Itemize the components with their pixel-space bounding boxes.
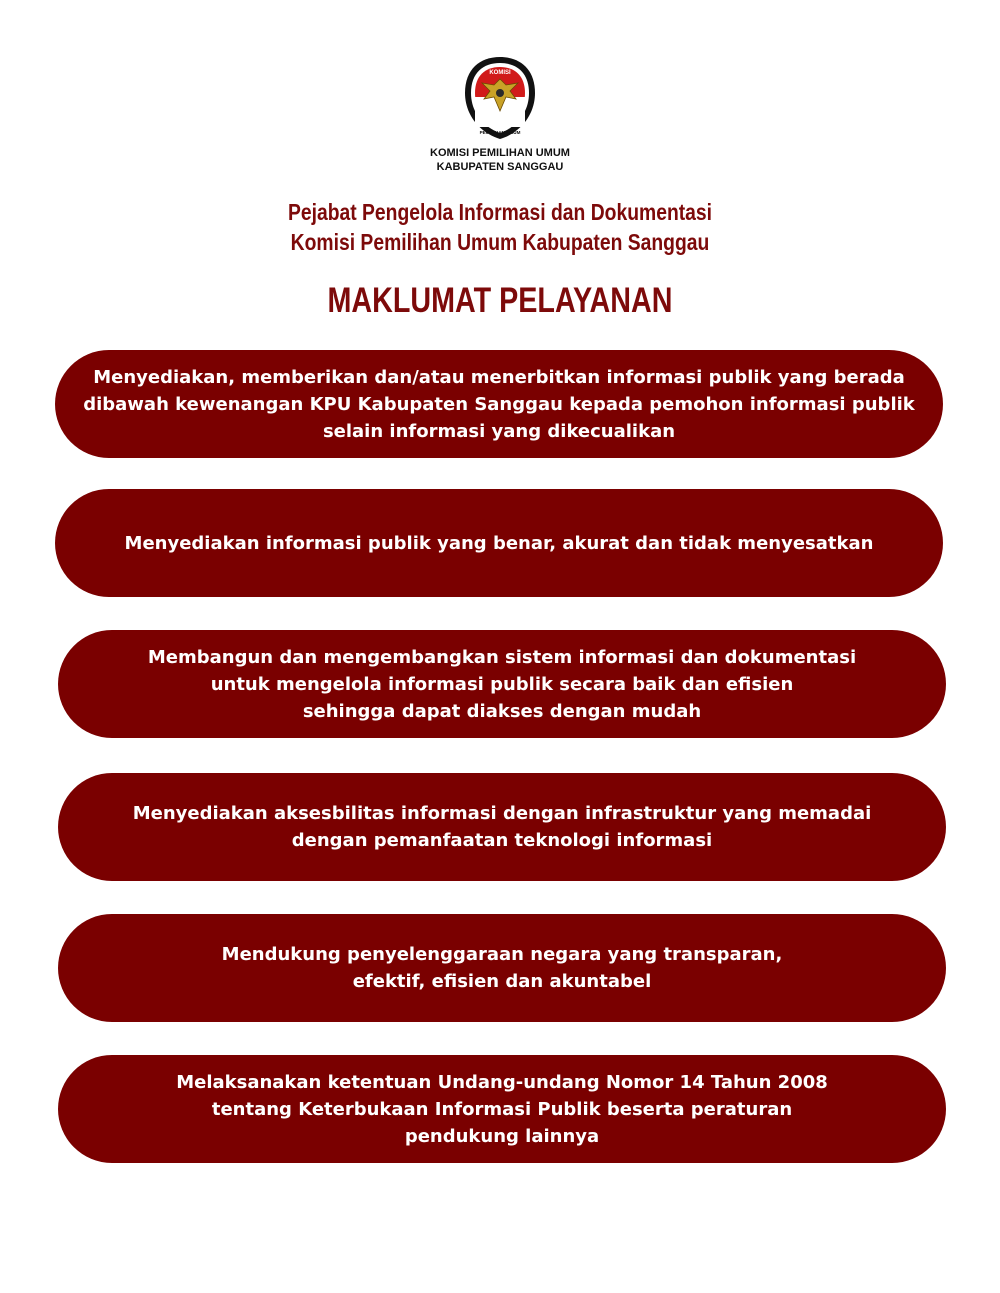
org-name-line-2: KABUPATEN SANGGAU [436,161,564,173]
service-item-6 [58,1055,946,1163]
service-item-3-line-1: Membangun dan mengembangkan sistem informasi dan dokumentasi [147,646,857,668]
page-heading: MAKLUMAT PELAYANAN [327,281,673,320]
service-item-6-line-2: tentang Keterbukaan Informasi Publik beserta peraturan [211,1098,793,1120]
service-item-3-line-3: sehingga dapat diakses dengan mudah [302,700,702,722]
org-name-line-1: KOMISI PEMILIHAN UMUM [430,147,570,159]
svg-text:PEMILIHAN UMUM: PEMILIHAN UMUM [479,130,521,135]
title-line-2: Komisi Pemilihan Umum Kabupaten Sanggau [290,229,710,255]
service-item-6-line-3: pendukung lainnya [404,1125,600,1147]
service-item-4-line-2: dengan pemanfaatan teknologi informasi [291,830,713,851]
service-item-5 [58,914,946,1022]
service-item-2-line-1: Menyediakan informasi publik yang benar, akurat dan tidak menyesatkan [124,532,874,554]
service-item-1 [55,350,943,458]
svg-text:KOMISI: KOMISI [489,70,511,76]
service-item-5-line-2: efektif, efisien dan akuntabel [352,971,652,992]
service-item-5-line-1: Mendukung penyelenggaraan negara yang transparan, [221,944,783,965]
service-item-3-line-2: untuk mengelola informasi publik secara baik dan efisien [210,673,794,695]
service-item-3 [58,630,946,738]
service-item-1-line-2: dibawah kewenangan KPU Kabupaten Sanggau kepada pemohon informasi publik [83,393,915,415]
service-item-4 [58,773,946,881]
service-item-2 [55,489,943,597]
service-item-1-line-3: selain informasi yang dikecualikan [322,420,676,442]
kpu-emblem-icon [462,55,538,141]
service-item-6-line-1: Melaksanakan ketentuan Undang-undang Nomor 14 Tahun 2008 [176,1071,828,1093]
service-item-4-line-1: Menyediakan aksesbilitas informasi dengan infrastruktur yang memadai [132,803,872,824]
title-line-1: Pejabat Pengelola Informasi dan Dokumentasi [287,199,713,225]
service-item-1-line-1: Menyediakan, memberikan dan/atau menerbitkan informasi publik yang berada [93,366,905,388]
kpu-logo [462,55,538,141]
